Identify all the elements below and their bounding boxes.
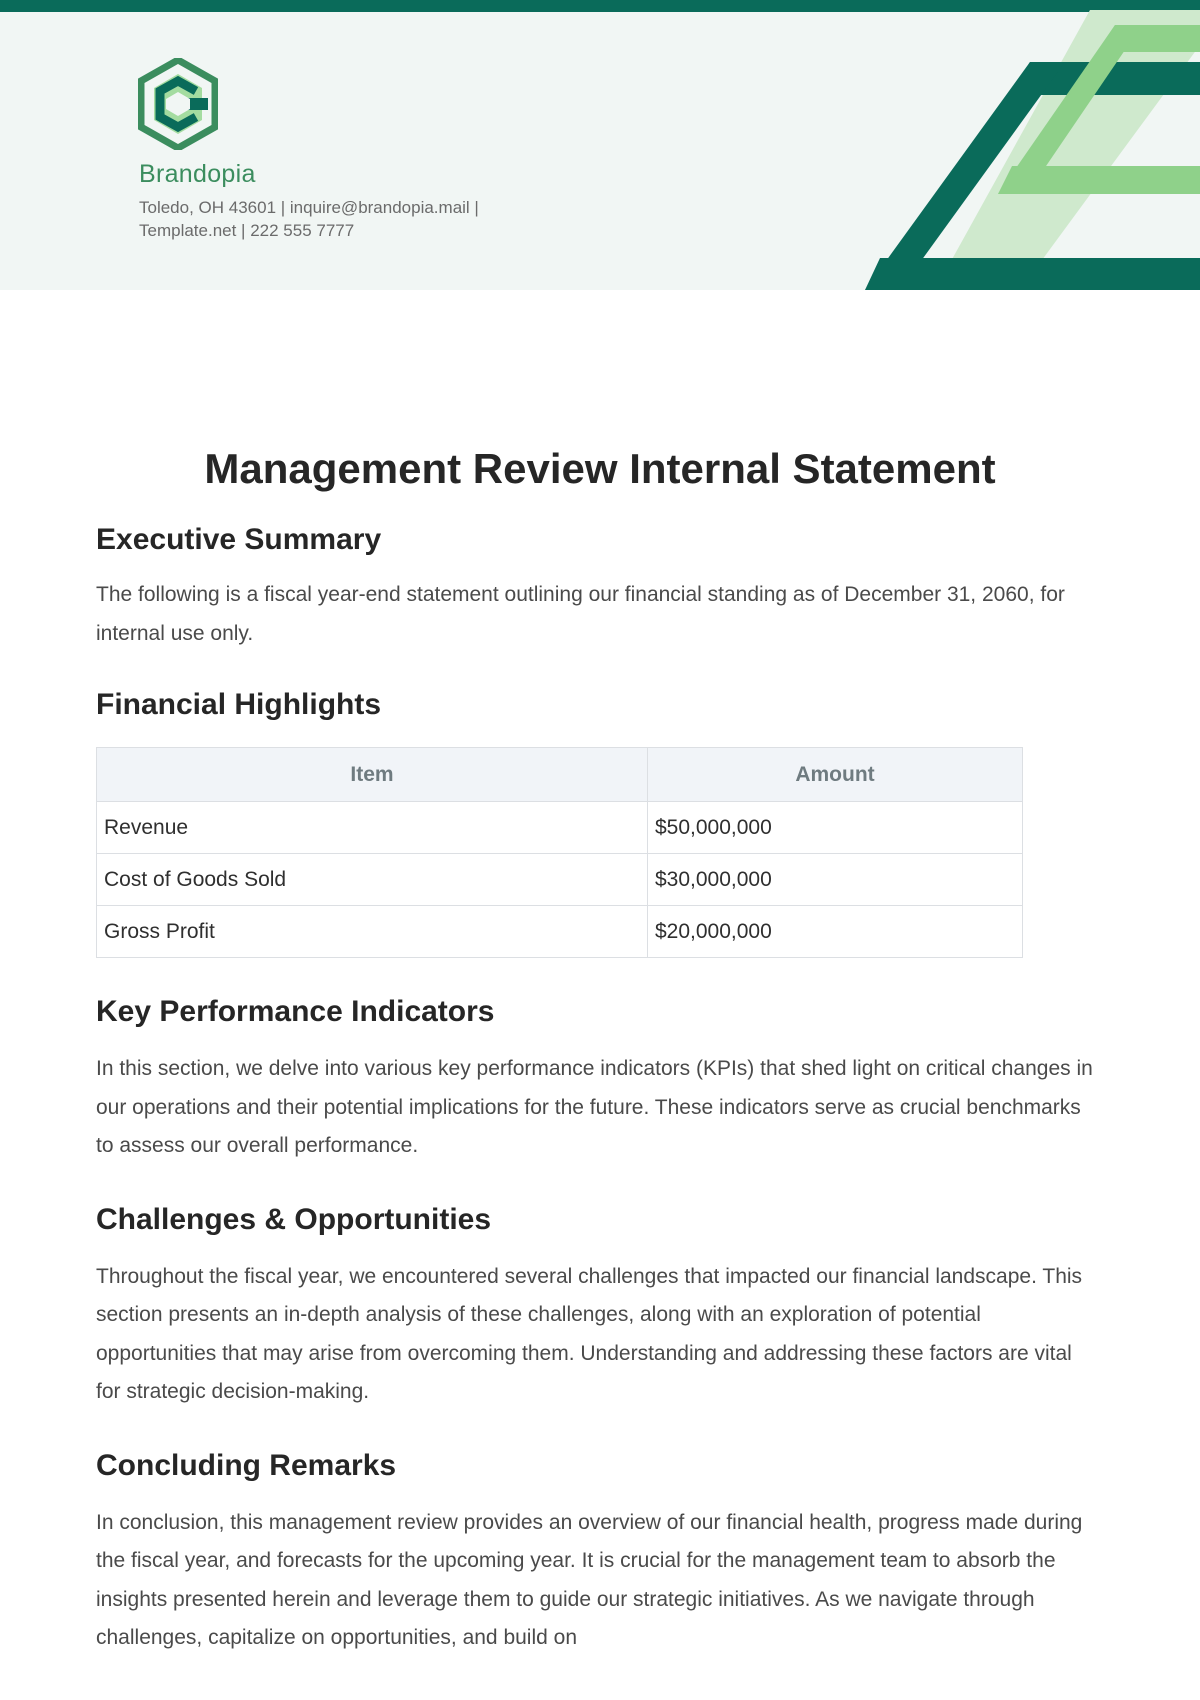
table-cell-item: Gross Profit bbox=[97, 906, 648, 958]
challenges-text: Throughout the fiscal year, we encountered several challenges that impacted our financial landscape. This section presents an in-depth analysis of these challenges, along with an exploration of potential opportunities that may arise from overcoming them. Understanding and addressing these factors are vital for strategic decision-making. bbox=[96, 1264, 1083, 1403]
table-cell-amount: $50,000,000 bbox=[648, 802, 1023, 854]
brand-name: Brandopia bbox=[139, 160, 256, 188]
kpi-heading: Key Performance Indicators bbox=[96, 995, 495, 1028]
financial-highlights-heading: Financial Highlights bbox=[96, 688, 382, 721]
table-header-row bbox=[97, 748, 1023, 802]
table-cell-amount: $20,000,000 bbox=[648, 906, 1023, 958]
dark-green-frame-bottom bbox=[865, 258, 1200, 290]
brand-contact-info: Toledo, OH 43601 | inquire@brandopia.mail | Template.net | 222 555 7777 bbox=[139, 198, 479, 240]
kpi-text: In this section, we delve into various key performance indicators (KPIs) that shed light on critical changes in our operations and their potential implications for the future. These indicators serve as crucial benchmarks to assess our overall performance. bbox=[96, 1057, 1093, 1157]
letterhead-header bbox=[0, 0, 1200, 290]
executive-summary-text: The following is a fiscal year-end statement outlining our financial standing as of December 31, 2060, for internal use only. bbox=[96, 583, 1065, 645]
concluding-remarks-text: In conclusion, this management review provides an overview of our financial health, progress made during the fiscal year, and forecasts for the upcoming year. It is crucial for the management team to absorb the insights presented herein and leverage them to guide our strategic initiatives. As we navigate through challenges, capitalize on opportunities, and build on bbox=[96, 1510, 1083, 1649]
table-cell-amount: $30,000,000 bbox=[648, 854, 1023, 906]
concluding-remarks-heading: Concluding Remarks bbox=[96, 1448, 397, 1482]
document-body bbox=[96, 440, 1096, 1658]
table-cell-item: Cost of Goods Sold bbox=[97, 854, 648, 906]
column-header-amount: Amount bbox=[648, 748, 1023, 802]
column-header-item: Item bbox=[97, 748, 648, 802]
table-row bbox=[97, 802, 1023, 854]
document-title: Management Review Internal Statement bbox=[204, 445, 996, 492]
table-cell-item: Revenue bbox=[97, 802, 648, 854]
executive-summary-heading: Executive Summary bbox=[96, 523, 382, 556]
table-row bbox=[97, 906, 1023, 958]
financial-highlights-table bbox=[96, 747, 1023, 958]
hexagon-c-logo-icon bbox=[138, 58, 218, 150]
table-row bbox=[97, 854, 1023, 906]
challenges-heading: Challenges & Opportunities bbox=[96, 1202, 492, 1236]
light-green-frame-bottom bbox=[998, 166, 1200, 194]
